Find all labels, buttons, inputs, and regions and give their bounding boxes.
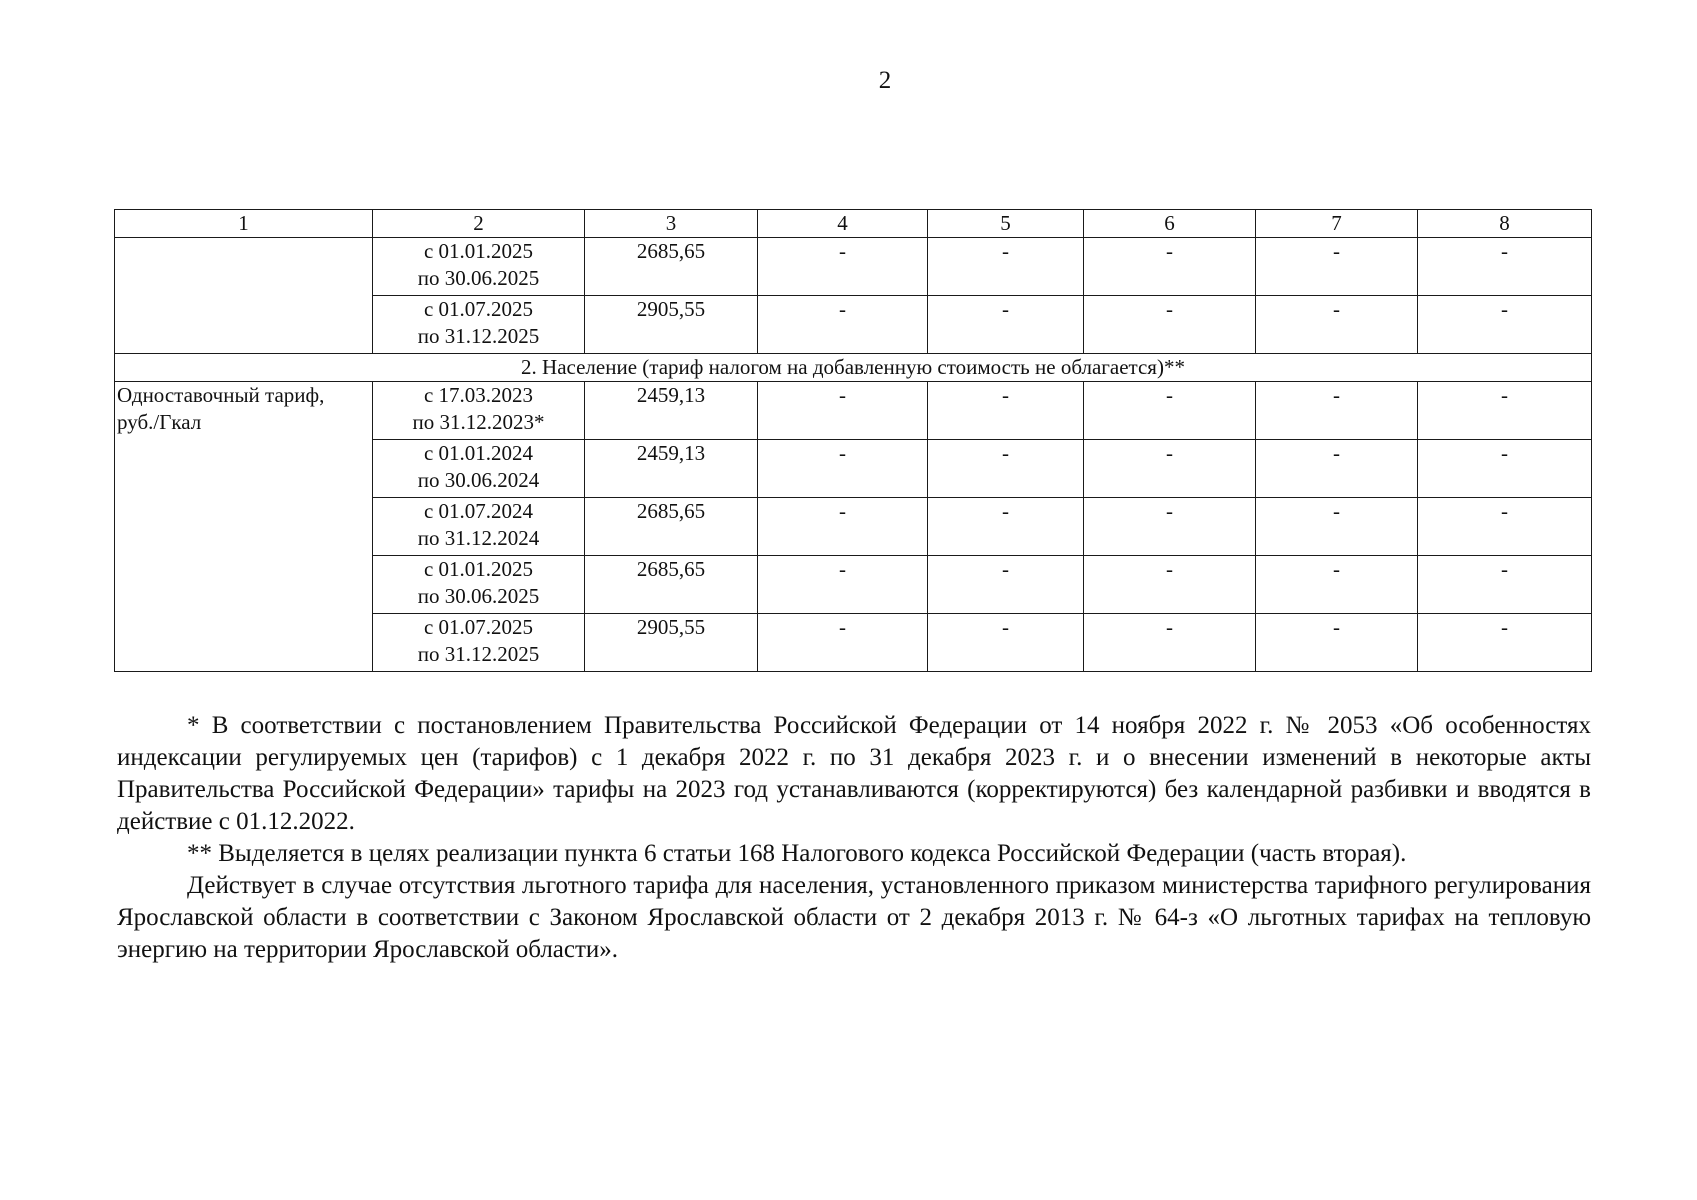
- period-cell: [373, 296, 585, 354]
- footnote-preferential-tariff: Действует в случае отсутствия льготного тарифа для населения, установленного приказом министерства тарифного регулирования Ярославской области в соответствии с Законом Ярославской области от 2 декабря 2013 г. № 64-з «О льготных тарифах на тепловую энергию на территории Ярославской области».: [117, 872, 1591, 963]
- dash-cell: -: [758, 382, 928, 440]
- period-to: по 31.12.2023*: [412, 410, 545, 434]
- dash-cell: -: [928, 296, 1084, 354]
- page-number: 2: [878, 67, 892, 94]
- dash-cell: -: [1256, 440, 1418, 498]
- tariff-value: 2905,55: [585, 296, 758, 354]
- period-cell: [373, 556, 585, 614]
- period-to: по 30.06.2025: [417, 584, 540, 608]
- tariff-label-line2: руб./Гкал: [117, 410, 202, 434]
- period-from: с 01.07.2024: [423, 499, 534, 523]
- period-from: с 01.01.2025: [423, 557, 534, 581]
- dash-cell: -: [758, 440, 928, 498]
- tariff-value: 2685,65: [585, 556, 758, 614]
- table-row: [115, 382, 1592, 440]
- dash-cell: -: [1256, 296, 1418, 354]
- dash-cell: -: [1418, 556, 1592, 614]
- column-number: 3: [585, 210, 758, 238]
- dash-cell: -: [1256, 498, 1418, 556]
- dash-cell: -: [928, 498, 1084, 556]
- table-row: [115, 238, 1592, 296]
- dash-cell: -: [928, 614, 1084, 672]
- period-cell: [373, 614, 585, 672]
- tariff-value: 2905,55: [585, 614, 758, 672]
- period-cell: [373, 498, 585, 556]
- footnote-tax-code: ** Выделяется в целях реализации пункта 6 статьи 168 Налогового кодекса Российской Федерации (часть вторая).: [187, 840, 1407, 867]
- dash-cell: -: [1084, 382, 1256, 440]
- tariff-value: 2685,65: [585, 498, 758, 556]
- period-to: по 30.06.2024: [417, 468, 540, 492]
- dash-cell: -: [758, 614, 928, 672]
- column-number-row: [115, 210, 1592, 238]
- dash-cell: -: [1418, 238, 1592, 296]
- dash-cell: -: [1084, 296, 1256, 354]
- column-number: 2: [373, 210, 585, 238]
- footnote-government-decree: * В соответствии с постановлением Правительства Российской Федерации от 14 ноября 2022 г. № 2053 «Об особенностях индексации регулируемых цен (тарифов) с 1 декабря 2022 г. по 31 декабря 2023 г. и о внесении изменений в некоторые акты Правительства Российской Федерации» тарифы на 2023 год устанавливаются (корректируются) без календарной разбивки и вводятся в действие с 01.12.2022.: [117, 712, 1591, 835]
- dash-cell: -: [758, 498, 928, 556]
- tariff-label-line1: Одноставочный тариф,: [117, 383, 325, 407]
- section-title: 2. Население (тариф налогом на добавленную стоимость не облагается)**: [115, 354, 1592, 382]
- period-cell: [373, 238, 585, 296]
- column-number: 7: [1256, 210, 1418, 238]
- period-from: с 01.07.2025: [423, 297, 534, 321]
- dash-cell: -: [758, 296, 928, 354]
- tariff-label-cell: [115, 382, 373, 672]
- dash-cell: -: [1084, 556, 1256, 614]
- dash-cell: -: [1256, 382, 1418, 440]
- period-from: с 17.03.2023: [423, 383, 534, 407]
- dash-cell: -: [1418, 296, 1592, 354]
- dash-cell: -: [1418, 614, 1592, 672]
- tariff-table: [114, 209, 1592, 672]
- dash-cell: -: [758, 556, 928, 614]
- period-to: по 31.12.2025: [417, 324, 540, 348]
- period-to: по 31.12.2025: [417, 642, 540, 666]
- dash-cell: -: [928, 556, 1084, 614]
- dash-cell: -: [928, 238, 1084, 296]
- dash-cell: -: [1418, 382, 1592, 440]
- section-row: [115, 354, 1592, 382]
- period-from: с 01.01.2025: [423, 239, 534, 263]
- column-number: 4: [758, 210, 928, 238]
- dash-cell: -: [928, 440, 1084, 498]
- dash-cell: -: [1256, 238, 1418, 296]
- footnotes: [117, 710, 1591, 966]
- period-from: с 01.01.2024: [423, 441, 534, 465]
- dash-cell: -: [1418, 498, 1592, 556]
- dash-cell: -: [1418, 440, 1592, 498]
- column-number: 5: [928, 210, 1084, 238]
- empty-label-cell: [115, 238, 373, 354]
- dash-cell: -: [928, 382, 1084, 440]
- period-cell: [373, 382, 585, 440]
- period-from: с 01.07.2025: [423, 615, 534, 639]
- column-number: 1: [115, 210, 373, 238]
- tariff-value: 2685,65: [585, 238, 758, 296]
- tariff-value: 2459,13: [585, 382, 758, 440]
- column-number: 8: [1418, 210, 1592, 238]
- dash-cell: -: [1084, 498, 1256, 556]
- dash-cell: -: [1256, 556, 1418, 614]
- tariff-value: 2459,13: [585, 440, 758, 498]
- dash-cell: -: [1084, 238, 1256, 296]
- period-cell: [373, 440, 585, 498]
- dash-cell: -: [1256, 614, 1418, 672]
- period-to: по 31.12.2024: [417, 526, 540, 550]
- dash-cell: -: [758, 238, 928, 296]
- dash-cell: -: [1084, 440, 1256, 498]
- column-number: 6: [1084, 210, 1256, 238]
- period-to: по 30.06.2025: [417, 266, 540, 290]
- dash-cell: -: [1084, 614, 1256, 672]
